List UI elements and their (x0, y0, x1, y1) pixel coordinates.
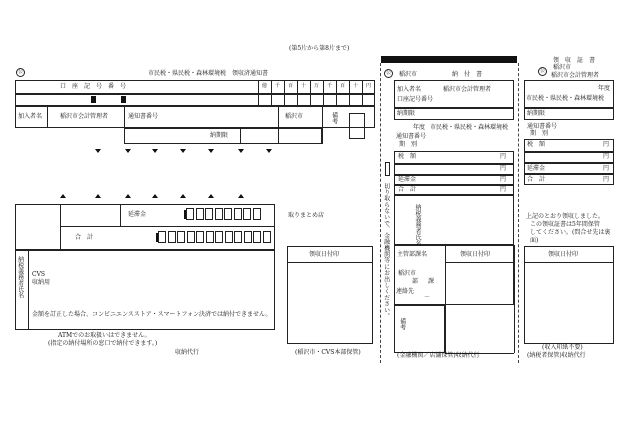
right-thanks-2: この領収証書は5年間保管 (530, 221, 600, 228)
perforation-line (380, 63, 381, 363)
middle-dept-city: 稲沢市 (398, 270, 417, 277)
account-number-row (15, 94, 375, 106)
amount-digit-cell[interactable] (224, 208, 232, 220)
digit-header: 十 (301, 83, 307, 89)
middle-city: 稲沢市 (399, 71, 418, 78)
right-total-label: 合 計 (527, 176, 546, 183)
left-stamp-label: 領収日付印 (309, 251, 340, 258)
subscriber-value: 稲沢市会計管理者 (60, 113, 109, 120)
late-fee-label: 延滞金 (128, 211, 147, 218)
middle-late-label: 延滞金 (398, 176, 417, 183)
cut-arrow-icon (152, 149, 158, 153)
middle-year-label: 年度 (413, 124, 426, 131)
amount-digit-cell[interactable] (215, 231, 223, 243)
digit-header: 千 (275, 83, 281, 89)
right-late-label: 延滞金 (527, 165, 546, 172)
window-note: (指定の納付場所の窓口で納付できます。) (48, 340, 158, 347)
payer-label: 納税義務者氏名 (16, 256, 24, 298)
right-stamp-note: (収入印紙不要) (542, 344, 583, 351)
right-stamp-box (524, 246, 614, 344)
yen-label: 円 (500, 165, 507, 172)
amount-digit-cell[interactable] (187, 231, 195, 243)
digit-header: 円 (366, 83, 372, 89)
middle-contact-sep: － (424, 294, 431, 301)
right-footer: (納税者保管)収納代行 (527, 352, 586, 359)
remarks-label: 備考 (330, 112, 338, 124)
right-blank-row (524, 152, 614, 163)
right-year-label: 年度 (598, 85, 611, 92)
due-label: 納期限 (210, 132, 229, 139)
amount-start-mark (184, 210, 186, 219)
middle-stamp-label: 領収日付印 (460, 251, 491, 258)
cut-arrow-icon (180, 149, 186, 153)
middle-total-label: 合 計 (398, 186, 417, 193)
right-tax-label: 税 額 (527, 141, 546, 148)
left-footer: (稲沢市・CVS本部保管) (295, 349, 361, 356)
cut-arrow-icon (95, 149, 101, 153)
correction-note: 金額を訂正した場合、コンビニエンスストア・スマートフォン決済では納付できません。 (32, 311, 272, 318)
yen-label: 円 (500, 186, 507, 193)
cut-arrow-icon (95, 194, 101, 198)
amount-digit-cell[interactable] (234, 208, 242, 220)
middle-due-label: 納期限 (397, 110, 416, 117)
yen-label: 円 (603, 153, 610, 160)
middle-dept-label: 主管部課名 (397, 251, 428, 258)
right-notice-label: 通知書番号 (527, 123, 558, 130)
cvs-use-label: 収納用 (32, 279, 51, 286)
right-thanks-3: してください。(問合せ先は裏 (530, 229, 611, 236)
digit-header: 万 (314, 83, 320, 89)
right-thanks-4: 面) (530, 237, 539, 244)
amount-digit-cell[interactable] (215, 208, 223, 220)
amount-digit-cell[interactable] (186, 208, 194, 220)
middle-account-label: 口座記号番号 (397, 96, 434, 103)
amount-digit-cell[interactable] (196, 231, 204, 243)
cut-arrow-icon (180, 194, 186, 198)
digit-header: 百 (288, 83, 294, 89)
left-stamp-box (287, 246, 373, 344)
amount-digit-cell[interactable] (196, 208, 204, 220)
right-due-label: 納期限 (527, 110, 546, 117)
cut-note: 切り取らないで、金融機関等にお出しください。 (382, 183, 390, 320)
account-label: 口 座 記 号 番 号 (60, 83, 127, 90)
amount-digit-cell[interactable] (253, 208, 261, 220)
city-label: 稲沢市 (285, 113, 304, 120)
amount-digit-cell[interactable] (205, 208, 213, 220)
middle-subscriber-label: 加入者名 (397, 86, 422, 93)
cut-arrow-icon (208, 149, 214, 153)
amount-digit-cell[interactable] (168, 231, 176, 243)
cvs-label: CVS (32, 271, 46, 278)
cut-arrow-icon (266, 149, 272, 153)
digit-header: 百 (340, 83, 346, 89)
cut-arrow-icon (238, 194, 244, 198)
subscriber-label: 加入者名 (18, 113, 43, 120)
middle-period-label: 期 別 (399, 141, 418, 148)
amount-digit-cell[interactable] (263, 231, 271, 243)
cut-mark (385, 162, 390, 176)
middle-contact: 連絡先 (396, 288, 415, 295)
yen-label: 円 (603, 141, 610, 148)
amount-start-mark (156, 233, 158, 242)
seal-icon: 公 (385, 70, 391, 76)
right-period-label: 期 別 (530, 130, 549, 137)
middle-title: 納 付 書 (452, 71, 483, 78)
cut-arrow-icon (125, 149, 131, 153)
digit-header: 億 (262, 83, 268, 89)
middle-tax-name: 市民税・県民税・森林環境税 (430, 124, 509, 131)
cut-arrow-icon (238, 149, 244, 153)
digit-header: 十 (353, 83, 359, 89)
cut-arrow-icon (125, 194, 131, 198)
amount-digit-cell[interactable] (253, 231, 261, 243)
middle-dept-ka: 課 (428, 278, 435, 285)
right-title: 領 収 証 書 (553, 57, 596, 64)
middle-dept-bu: 部 (412, 278, 419, 285)
collect-shop-label: 取りまとめ店 (288, 212, 325, 219)
perforation-line (518, 63, 519, 363)
black-bar (381, 56, 517, 63)
notice-no-label: 通知書番号 (128, 113, 159, 120)
yen-label: 円 (603, 165, 610, 172)
right-tax-name: 市民税・県民税・森林環境税 (526, 95, 605, 102)
amount-digit-cell[interactable] (243, 208, 251, 220)
amount-digit-cell[interactable] (234, 231, 242, 243)
page-range: (第5片から第8片まで) (289, 45, 350, 52)
seal-icon: 公 (539, 68, 545, 74)
seal-icon: 公 (17, 69, 23, 75)
cut-arrow-icon (152, 194, 158, 198)
agent-label: 収納代行 (175, 349, 200, 356)
middle-payer-label: 納税義務者氏名 (414, 204, 421, 246)
account-mark (91, 96, 96, 103)
amount-digit-cell[interactable] (177, 231, 185, 243)
right-subscriber: 稲沢市会計管理者 (551, 72, 600, 79)
middle-subscriber-box (394, 80, 514, 108)
account-mark (121, 96, 126, 103)
right-stamp-label: 領収日付印 (548, 251, 579, 258)
middle-remarks-label: 備考 (398, 318, 406, 330)
yen-label: 円 (500, 153, 507, 160)
yen-label: 円 (500, 176, 507, 183)
amount-digit-cell[interactable] (225, 231, 233, 243)
yen-label: 円 (603, 176, 610, 183)
atm-note: ATMでのお取扱いはできません。 (58, 332, 151, 339)
middle-blank-row (394, 164, 514, 175)
right-city: 稲沢市 (553, 64, 572, 71)
cut-arrow-icon (208, 194, 214, 198)
total-label: 合 計 (75, 234, 94, 241)
amount-digit-cell[interactable] (206, 231, 214, 243)
right-thanks-1: 上記のとおり領収しました。 (526, 213, 605, 220)
middle-tax-label: 税 額 (398, 153, 417, 160)
remarks-box (349, 113, 365, 139)
cut-arrow-icon (60, 194, 66, 198)
amount-digit-cell[interactable] (244, 231, 252, 243)
middle-subscriber-value: 稲沢市会計管理者 (443, 86, 492, 93)
left-title: 市民税・県民税・森林環境税 領収済通知書 (148, 70, 269, 77)
middle-notice-label: 通知書番号 (396, 133, 427, 140)
middle-footer: (金融機関／店舗保管)収納代行 (397, 352, 480, 359)
amount-digit-cell[interactable] (158, 231, 166, 243)
digit-header: 千 (327, 83, 333, 89)
